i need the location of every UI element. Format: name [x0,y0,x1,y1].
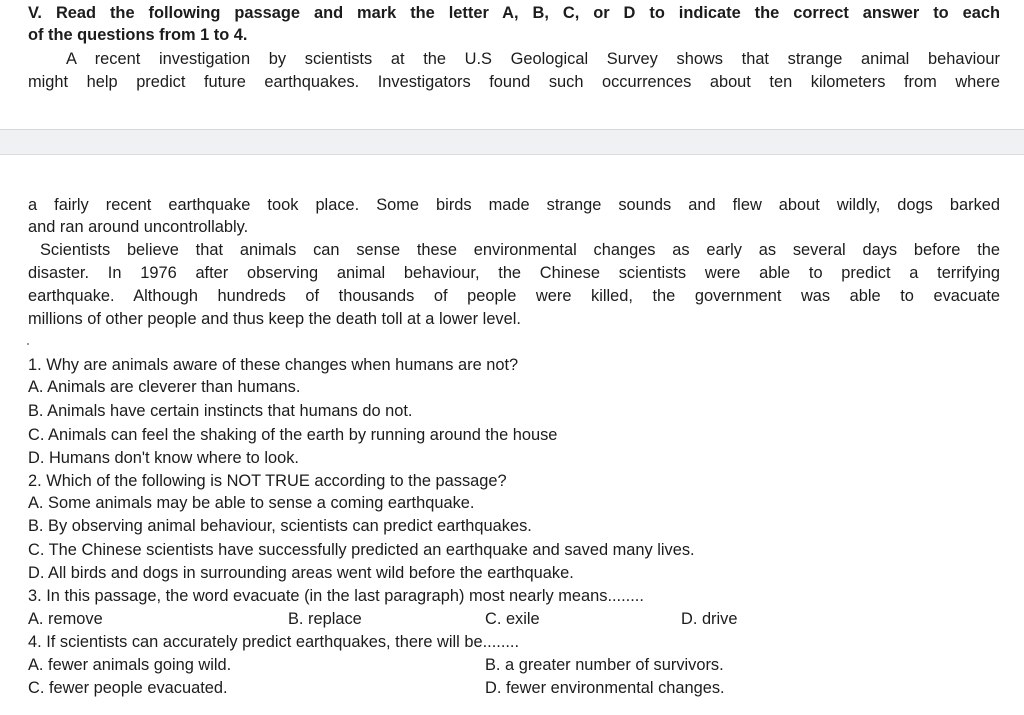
instruction-line-2: of the questions from 1 to 4. [28,26,248,44]
instruction-line-1: V. Read the following passage and mark the letter A, B, C, or D to indicate the correct answer to each [28,4,1000,22]
q4-stem: 4. If scientists can accurately predict earthquakes, there will be........ [28,633,520,651]
q4-option-a: A. fewer animals going wild. [28,656,232,674]
q3-option-d: D. drive [681,610,738,628]
q1-option-b: B. Animals have certain instincts that humans do not. [28,402,413,420]
q3-stem: 3. In this passage, the word evacuate (in the last paragraph) most nearly means........ [28,587,644,605]
q2-option-b: B. By observing animal behaviour, scientists can predict earthquakes. [28,517,532,535]
q4-option-c: C. fewer people evacuated. [28,679,228,697]
q1-option-c: C. Animals can feel the shaking of the earth by running around the house [28,426,558,444]
q2-option-a: A. Some animals may be able to sense a coming earthquake. [28,494,475,512]
passage-p2-line-1: Scientists believe that animals can sense these environmental changes as early as several days before the [40,241,1000,259]
passage-p1-line-2: might help predict future earthquakes. Investigators found such occurrences about ten kilometers from where [28,73,1000,91]
q1-stem: 1. Why are animals aware of these changes when humans are not? [28,356,519,374]
q2-option-c: C. The Chinese scientists have successfully predicted an earthquake and saved many lives. [28,541,695,559]
passage-p1-line-4: and ran around uncontrollably. [28,218,249,236]
passage-p2-line-2: disaster. In 1976 after observing animal behaviour, the Chinese scientists were able to predict a terrifying [28,264,1000,282]
q1-option-d: D. Humans don't know where to look. [28,449,299,467]
page-gap-band [0,129,1024,155]
passage-p2-line-3: earthquake. Although hundreds of thousands of people were killed, the government was able to evacuate [28,287,1000,305]
q4-option-b: B. a greater number of survivors. [485,656,724,674]
q3-option-a: A. remove [28,610,103,628]
q4-option-d: D. fewer environmental changes. [485,679,725,697]
passage-p1-line-3: a fairly recent earthquake took place. Some birds made strange sounds and flew about wildly, dogs barked [28,196,1000,214]
stray-dot [27,343,29,345]
q2-option-d: D. All birds and dogs in surrounding areas went wild before the earthquake. [28,564,574,582]
q2-stem: 2. Which of the following is NOT TRUE according to the passage? [28,472,507,490]
q3-option-c: C. exile [485,610,540,628]
q1-option-a: A. Animals are cleverer than humans. [28,378,301,396]
passage-p1-line-1: A recent investigation by scientists at the U.S Geological Survey shows that strange animal behaviour [66,50,1000,68]
q3-option-b: B. replace [288,610,362,628]
passage-p2-line-4: millions of other people and thus keep the death toll at a lower level. [28,310,521,328]
